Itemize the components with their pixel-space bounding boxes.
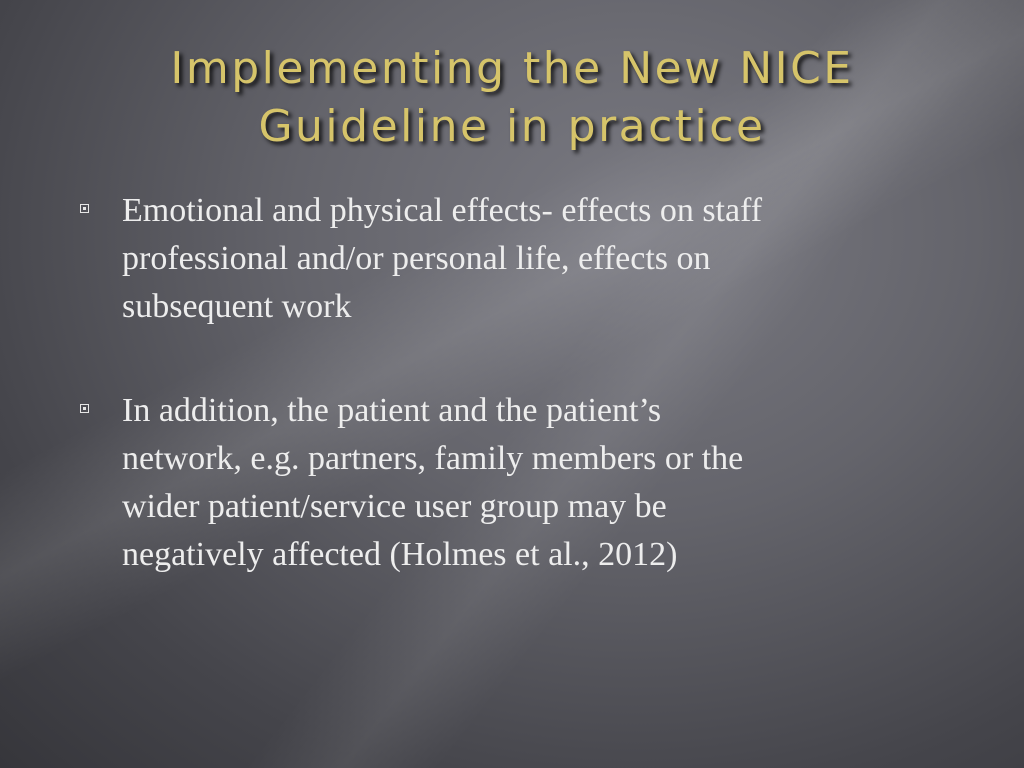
bullet-text: Emotional and physical effects- effects on staff professional and/or personal life, effects on subsequent work bbox=[122, 192, 763, 325]
bullet-list bbox=[80, 187, 980, 579]
bullet-item bbox=[80, 187, 980, 331]
slide-title: Implementing the New NICE Guideline in practice bbox=[170, 43, 854, 152]
square-bullet-icon bbox=[80, 204, 89, 213]
bullet-item bbox=[80, 387, 980, 579]
bullet-text: In addition, the patient and the patient’s network, e.g. partners, family members or the wider patient/service user group may be negatively affected (Holmes et al., 2012) bbox=[122, 392, 744, 573]
square-bullet-icon bbox=[80, 404, 89, 413]
